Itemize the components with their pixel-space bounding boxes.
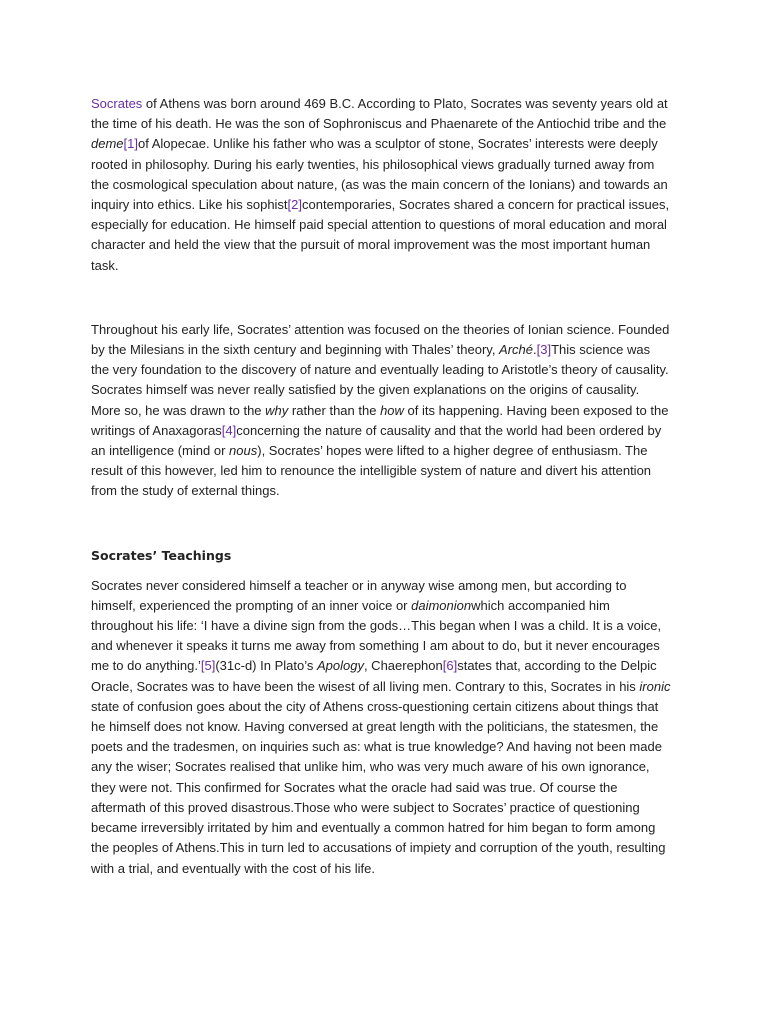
- footnote-link-2[interactable]: [2]: [287, 197, 303, 213]
- emphasis-nous: nous: [229, 443, 258, 459]
- paragraph-text: which accompanied him throughout his life: ‘I have a divine sign from the gods…This began when I was a child. It is a voice, and whenever it speaks it turns me away from something I am about to do, but it never encourages me to do anything.’: [91, 597, 662, 674]
- emphasis-daimonion: daimonion: [411, 597, 472, 613]
- paragraph-text: of Athens was born around 469 B.C. According to Plato, Socrates was seventy years old at the time of his death. He was the son of Sophroniscus and Phaenarete of the Antiochid tribe and the: [91, 96, 668, 132]
- paragraph-socrates-birth: [91, 94, 671, 276]
- emphasis-deme: deme: [91, 136, 124, 152]
- paragraph-text: , Chaerephon: [363, 658, 443, 674]
- footnote-link-3[interactable]: [3]: [536, 342, 552, 358]
- emphasis-apology: Apology: [316, 658, 364, 674]
- paragraph-text: of Alopecae. Unlike his father who was a sculptor of stone, Socrates’ interests were deeply rooted in philosophy. During his early twenties, his philosophical views gradually turned away from the cosmological speculation about nature, (as was the main concern of the Ionians) and towards an inquiry into ethics. Like his sophist: [91, 136, 668, 213]
- footnote-link-4[interactable]: [4]: [221, 422, 237, 438]
- paragraph-text: (31c-d) In Plato’s: [215, 658, 317, 674]
- paragraph-text: state of confusion goes about the city of Athens cross-questioning certain citizens about things that he himself does not know. Having conversed at great length with the politicians, the statesmen, the poets and the tradesmen, on inquiries such as: what is true knowledge? And having not been made any the wiser; Socrates realised that unlike him, who was very much aware of his own ignorance, they were not. This confirmed for Socrates what the oracle had said was true. Of course the aftermath of this proved disastrous.Those who were subject to Socrates’ practice of questioning became irreversibly irritated by him and eventually a common hatred for him began to form among the peoples of Athens.This in turn led to accusations of impiety and corruption of the youth, resulting with a trial, and eventually with the cost of his life.: [91, 698, 666, 876]
- paragraph-text: This science was the very foundation to the discovery of nature and eventually leading to Aristotle’s theory of causality. Socrates himself was never really satisfied by the given explanations on the origins of causality. More so, he was drawn to the: [91, 342, 669, 418]
- paragraph-text: .: [533, 342, 537, 358]
- socrates-link[interactable]: Socrates: [91, 96, 143, 111]
- emphasis-why: why: [265, 402, 289, 418]
- paragraph-text: states that, according to the Delpic Oracle, Socrates was to have been the wisest of all living men. Contrary to this, Socrates in his: [91, 658, 657, 694]
- paragraph-text: Throughout his early life, Socrates’ attention was focused on the theories of Ionian science. Founded by the Milesians in the sixth century and beginning with Thales’ theory,: [91, 321, 670, 358]
- footnote-link-6[interactable]: [6]: [442, 658, 458, 674]
- paragraph-text: rather than the: [288, 402, 381, 418]
- paragraph-text: Socrates never considered himself a teacher or in anyway wise among men, but according to himself, experienced the prompting of an inner voice or: [91, 577, 627, 613]
- paragraph-text: contemporaries, Socrates shared a concern for practical issues, especially for education. He himself paid special attention to questions of moral education and moral character and held the view that the pursuit of moral improvement was the most important human task.: [91, 197, 670, 273]
- paragraph-teachings: [91, 576, 671, 879]
- article-body: [91, 94, 671, 879]
- emphasis-arche: Arché: [499, 342, 534, 358]
- footnote-link-5[interactable]: [5]: [200, 658, 216, 674]
- emphasis-ironic: ironic: [639, 678, 671, 694]
- footnote-link-1[interactable]: [1]: [123, 136, 138, 152]
- emphasis-how: how: [380, 402, 404, 418]
- paragraph-text: of its happening. Having been exposed to the writings of Anaxagoras: [91, 402, 669, 438]
- paragraph-text: concerning the nature of causality and that the world had been ordered by an intelligence (mind or: [91, 422, 662, 459]
- section-heading: Socrates’ Teachings: [91, 547, 232, 563]
- paragraph-early-life: [91, 320, 671, 502]
- paragraph-text: ), Socrates’ hopes were lifted to a higher degree of enthusiasm. The result of this however, led him to renounce the intelligible system of nature and divert his attention from the study of external things.: [91, 443, 652, 499]
